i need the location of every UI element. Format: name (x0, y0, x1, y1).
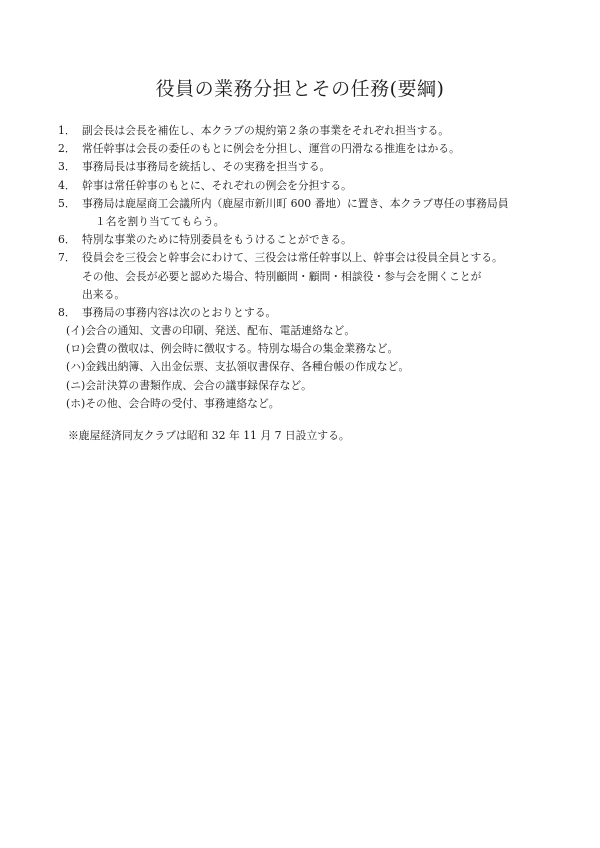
item-continuation: 出来る。 (82, 287, 126, 301)
item-number: 1． (58, 124, 76, 137)
item-number: 5． (58, 196, 76, 210)
item-text: 常任幹事は会長の委任のもとに例会を分担し、運営の円滑なる推進をはかる。 (82, 142, 460, 156)
list-item (58, 304, 558, 322)
spacer (58, 413, 558, 427)
item-text: 役員会を三役会と幹事会にわけて、三役会は常任幹事以上、幹事会は役員全員とする。 (82, 251, 503, 265)
sub-item: (ホ)その他、会合時の受付、事務連絡など。 (66, 396, 280, 410)
item-number: 4． (58, 178, 76, 192)
list-item (58, 122, 558, 140)
document-title: 役員の業務分担とその任務(要綱) (155, 78, 445, 100)
list-item (58, 177, 558, 195)
item-continuation: その他、会長が必要と認めた場合、特別顧問・顧問・相談役・参与会を開くことが (82, 269, 482, 283)
list-item (58, 249, 558, 267)
item-number: 3． (58, 160, 76, 174)
document-body (58, 122, 558, 445)
founding-note: ※鹿屋経済同友クラブは昭和 32 年 11 月 7 日設立する。 (68, 429, 350, 442)
item-text: 特別な事業のために特別委員をもうけることができる。 (82, 233, 352, 247)
sub-item: (ハ)金銭出納簿、入出金伝票、支払領収書保存、各種台帳の作成など。 (66, 360, 410, 374)
sub-item: (ロ)会費の徴収は、例会時に徴収する。特別な場合の集金業務など。 (66, 342, 399, 356)
item-text: 事務局は鹿屋商工会議所内（鹿屋市新川町 600 番地）に置き、本クラブ専任の事務局員 (82, 196, 509, 210)
item-text: 事務局の事務内容は次のとおりとする。 (82, 305, 277, 319)
sub-item: (イ)会合の通知、文書の印刷、発送、配布、電話連絡など。 (66, 324, 356, 338)
item-number: 6． (58, 233, 76, 247)
list-item (58, 231, 558, 249)
item-text: 副会長は会長を補佐し、本クラブの規約第２条の事業をそれぞれ担当する。 (82, 124, 450, 137)
list-item (58, 140, 558, 158)
item-text: 幹事は常任幹事のもとに、それぞれの例会を分担する。 (82, 178, 352, 192)
item-number: 7． (58, 251, 76, 265)
sub-item: (ニ)会計決算の書類作成、会合の議事録保存など。 (66, 378, 312, 392)
list-item (58, 158, 558, 176)
item-continuation: １名を割り当ててもらう。 (95, 214, 225, 228)
item-number: 8． (58, 305, 76, 319)
list-item (58, 195, 558, 213)
item-text: 事務局長は事務局を統括し、その実務を担当する。 (82, 160, 331, 174)
item-number: 2． (58, 142, 76, 156)
